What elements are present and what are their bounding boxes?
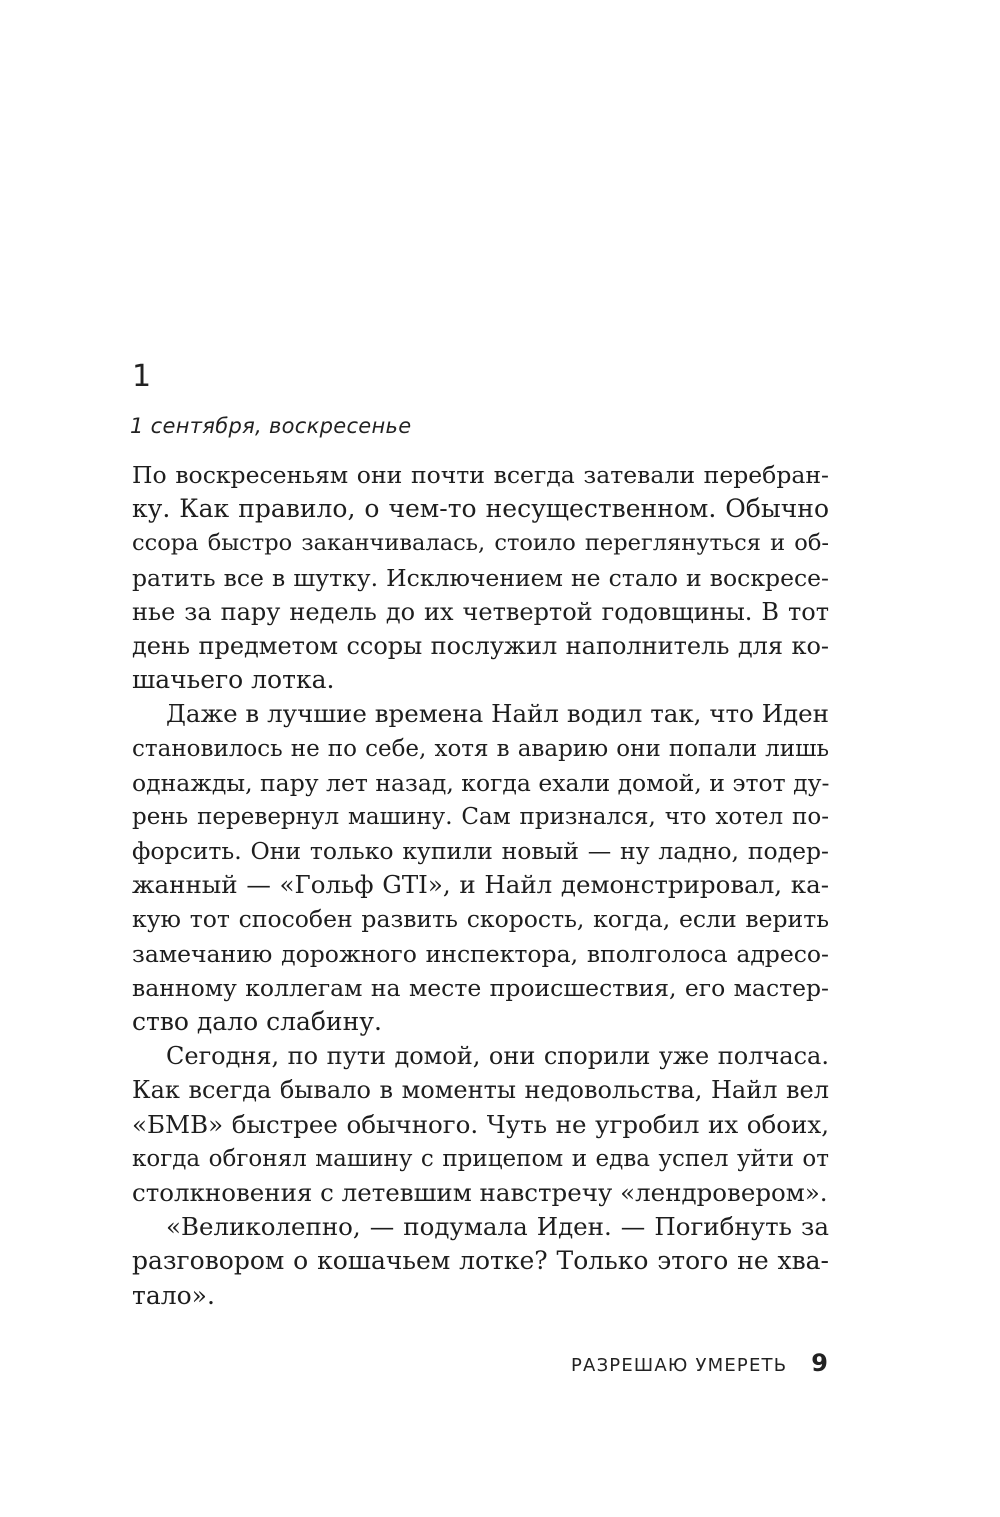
text-line: «Великолепно, — подумала Иден. — Погибнуть за bbox=[166, 1212, 829, 1242]
text-line: становилось не по себе, хотя в аварию они попали лишь bbox=[132, 735, 829, 762]
text-line: кую тот способен развить скорость, когда, если верить bbox=[132, 905, 829, 934]
text-line: замечанию дорожного инспектора, вполголоса адресо- bbox=[132, 939, 829, 968]
text-line: Как всегда бывало в моменты недовольства, Найл вел bbox=[132, 1076, 829, 1105]
book-title: РАЗРЕШАЮ УМЕРЕТЬ bbox=[571, 1355, 788, 1376]
text-line: день предметом ссоры послужил наполнитель для ко- bbox=[132, 631, 829, 660]
chapter-date: 1 сентября, воскресенье bbox=[130, 414, 412, 438]
running-footer bbox=[571, 1349, 828, 1377]
text-line: Даже в лучшие времена Найл водил так, что Иден bbox=[166, 699, 829, 729]
chapter-number: 1 bbox=[132, 359, 152, 394]
text-line: ку. Как правило, о чем-то несущественном. Обычно bbox=[132, 494, 829, 524]
paragraph bbox=[132, 458, 829, 697]
paragraph bbox=[132, 697, 829, 1039]
text-line: ратить все в шутку. Исключением не стало и воскресе- bbox=[132, 563, 829, 592]
text-line: разговором о кошачьем лотке? Только этого не хва- bbox=[132, 1246, 829, 1276]
page-number: 9 bbox=[811, 1349, 828, 1377]
text-line: ванному коллегам на месте происшествия, его мастер- bbox=[132, 973, 829, 1002]
text-line: ство дало слабину. bbox=[132, 1007, 382, 1036]
text-line: По воскресеньям они почти всегда затевали перебран- bbox=[132, 461, 829, 489]
text-line: нье за пару недель до их четвертой годовщины. В тот bbox=[132, 597, 829, 626]
text-line: ссора быстро заканчивалась, стоило переглянуться и об- bbox=[132, 530, 829, 557]
text-line: когда обгонял машину с прицепом и едва успел уйти от bbox=[132, 1145, 829, 1172]
text-line: форсить. Они только купили новый — ну ладно, подер- bbox=[132, 837, 829, 866]
body-text bbox=[132, 458, 829, 1313]
text-line: жанный — «Гольф GTI», и Найл демонстрировал, ка- bbox=[132, 870, 829, 900]
paragraph bbox=[132, 1210, 829, 1313]
text-line: рень перевернул машину. Сам признался, что хотел по- bbox=[132, 803, 829, 830]
text-line: тало». bbox=[132, 1280, 215, 1310]
text-line: столкновения с летевшим навстречу «лендровером». bbox=[132, 1177, 828, 1207]
text-line: «БМВ» быстрее обычного. Чуть не угробил их обоих, bbox=[132, 1109, 829, 1139]
text-line: однажды, пару лет назад, когда ехали домой, и этот ду- bbox=[132, 768, 830, 797]
paragraph bbox=[132, 1039, 829, 1210]
text-line: шачьего лотка. bbox=[132, 665, 335, 695]
text-line: Сегодня, по пути домой, они спорили уже полчаса. bbox=[166, 1042, 829, 1071]
